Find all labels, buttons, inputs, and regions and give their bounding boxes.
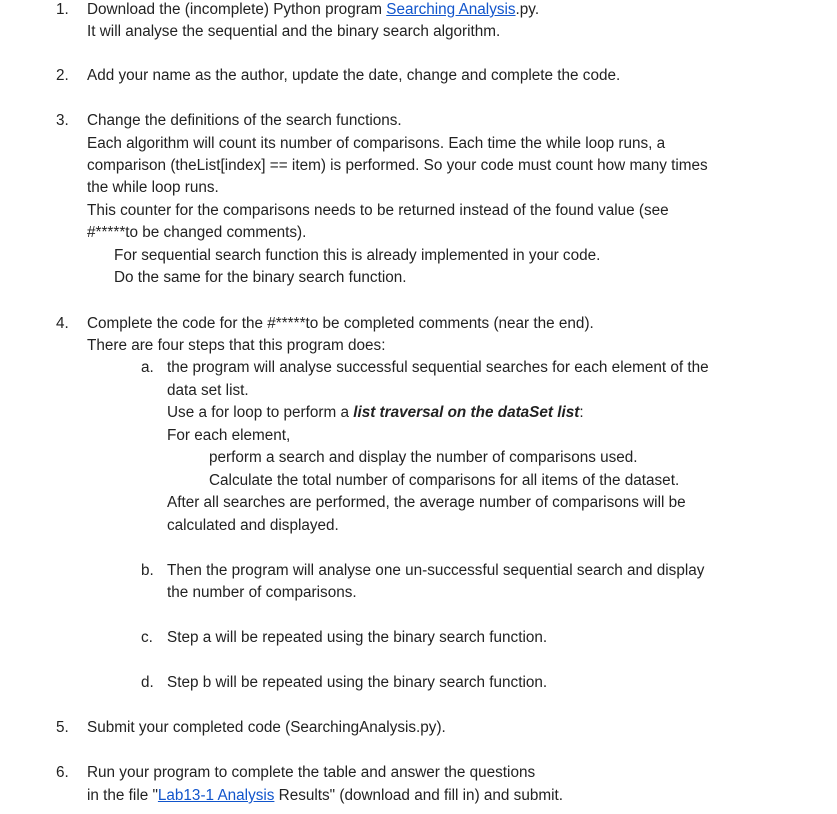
- item-1-suffix: .py.: [515, 1, 540, 18]
- item-number-1: 1.: [56, 1, 69, 18]
- subitem-letter-a: a.: [141, 359, 154, 376]
- item-number-2: 2.: [56, 67, 69, 84]
- subitem-a-line-3: [167, 403, 584, 423]
- item-5-line-1: Submit your completed code (SearchingAnalysis.py).: [87, 719, 446, 736]
- item-6-line-2-text: in the file ": [87, 787, 158, 804]
- subitem-c-line-1: Step a will be repeated using the binary search function.: [167, 629, 548, 646]
- subitem-b-line-1: Then the program will analyse one un-successful sequential search and display: [167, 562, 705, 579]
- subitem-a-line-4: For each element,: [167, 427, 291, 444]
- subitem-letter-c: c.: [141, 629, 153, 646]
- item-3-line-3: comparison (theList[index] == item) is performed. So your code must count how many times: [87, 157, 708, 174]
- item-6-line-2: [87, 786, 563, 806]
- item-4-line-2: There are four steps that this program does:: [87, 337, 386, 354]
- item-3-line-6: #*****to be changed comments).: [87, 224, 307, 241]
- subitem-a-line-7: After all searches are performed, the average number of comparisons will be: [167, 494, 686, 511]
- searching-analysis-link[interactable]: Searching Analysis: [386, 1, 516, 18]
- item-4-line-1: Complete the code for the #*****to be completed comments (near the end).: [87, 315, 594, 332]
- item-1-line-1: [87, 0, 539, 20]
- item-1-line-2: It will analyse the sequential and the binary search algorithm.: [87, 23, 501, 40]
- item-1-text: Download the (incomplete) Python program: [87, 1, 387, 18]
- subitem-d-line-1: Step b will be repeated using the binary search function.: [167, 674, 548, 691]
- item-3-line-2: Each algorithm will count its number of comparisons. Each time the while loop runs, a: [87, 135, 666, 152]
- item-number-4: 4.: [56, 315, 69, 332]
- item-number-3: 3.: [56, 112, 69, 129]
- subitem-a-line-3-text: Use a for loop to perform a: [167, 404, 354, 421]
- subitem-a-line-5: perform a search and display the number of comparisons used.: [209, 449, 638, 466]
- subitem-a-line-3-colon: :: [579, 404, 584, 421]
- subitem-a-line-6: Calculate the total number of comparisons for all items of the dataset.: [209, 472, 680, 489]
- item-3-line-1: Change the definitions of the search functions.: [87, 112, 402, 129]
- item-6-line-2-suffix: Results" (download and fill in) and submit.: [274, 787, 563, 804]
- subitem-letter-b: b.: [141, 562, 154, 579]
- item-3-line-4: the while loop runs.: [87, 179, 219, 196]
- item-3-line-8: Do the same for the binary search function.: [114, 269, 407, 286]
- subitem-a-line-1: the program will analyse successful sequential searches for each element of the: [167, 359, 709, 376]
- subitem-letter-d: d.: [141, 674, 154, 691]
- item-3-line-5: This counter for the comparisons needs to be returned instead of the found value (see: [87, 202, 669, 219]
- subitem-a-emphasis: list traversal on the dataSet list: [353, 404, 580, 421]
- subitem-a-line-8: calculated and displayed.: [167, 517, 339, 534]
- item-2-line-1: Add your name as the author, update the date, change and complete the code.: [87, 67, 621, 84]
- item-number-6: 6.: [56, 764, 69, 781]
- subitem-b-line-2: the number of comparisons.: [167, 584, 357, 601]
- item-3-line-7: For sequential search function this is already implemented in your code.: [114, 247, 601, 264]
- lab13-analysis-link[interactable]: Lab13-1 Analysis: [157, 787, 275, 804]
- item-number-5: 5.: [56, 719, 69, 736]
- subitem-a-line-2: data set list.: [167, 382, 249, 399]
- item-6-line-1: Run your program to complete the table and answer the questions: [87, 764, 536, 781]
